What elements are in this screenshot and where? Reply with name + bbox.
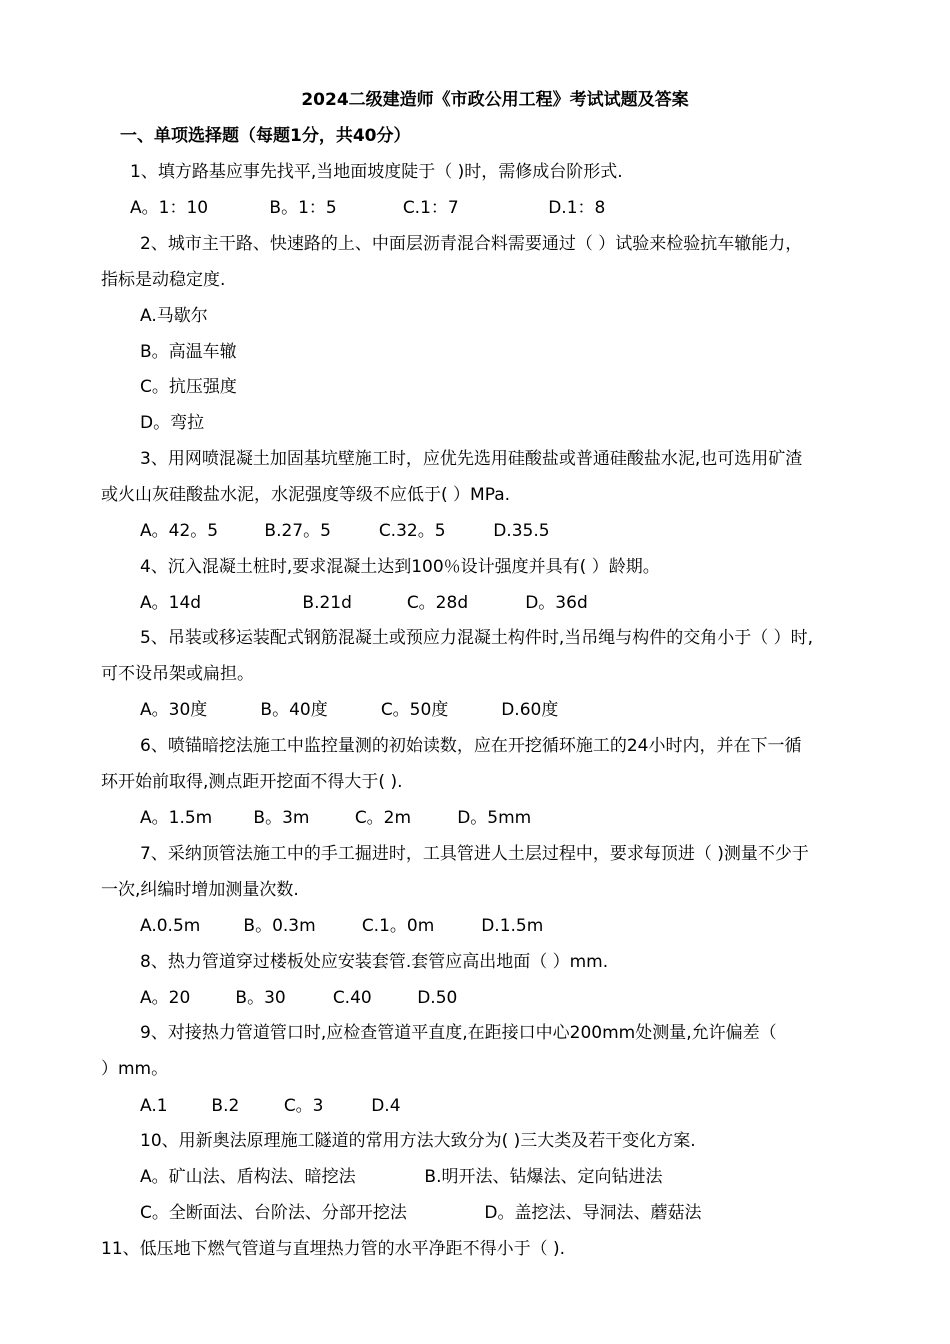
q1-option-d: D.1：8 [548,198,606,218]
question-8-options [140,986,457,1010]
q1-option-c: C.1：7 [402,198,459,218]
q6-option-b: B。3m [253,808,310,828]
q2-option-c: C。抗压强度 [140,377,237,397]
q9-option-b: B.2 [211,1096,240,1116]
question-8-stem: 8、热力管道穿过楼板处应安装套管.套管应高出地面（ ）mm. [140,952,609,972]
question-10-stem: 10、用新奥法原理施工隧道的常用方法大致分为( )三大类及若干变化方案. [140,1131,696,1151]
q8-option-a: A。20 [140,988,191,1008]
q3-option-d: D.35.5 [493,521,550,541]
q2-option-a: A.马歇尔 [140,306,208,326]
question-3-options [140,519,550,543]
q9-option-c: C。3 [283,1096,324,1116]
question-3-stem-line2: 或火山灰硅酸盐水泥，水泥强度等级不应低于( ）MPa. [101,485,511,505]
q1-option-a: A。1：10 [130,198,209,218]
q2-option-b: B。高温车辙 [140,342,237,362]
q5-option-c: C。50度 [380,700,449,720]
q3-option-b: B.27。5 [264,521,331,541]
q6-option-c: C。2m [354,808,412,828]
question-6-stem-line1: 6、喷锚暗挖法施工中监控量测的初始读数，应在开挖循环施工的24小时内，并在下一循 [140,736,802,756]
question-5-options [140,698,558,722]
q4-option-a: A。14d [140,593,202,613]
question-1-stem: 1、填方路基应事先找平,当地面坡度陡于（ )时，需修成台阶形式. [130,162,623,182]
question-5-stem-line2: 可不设吊架或扁担。 [101,664,254,684]
q10-option-a: A。矿山法、盾构法、暗挖法 [140,1167,356,1187]
question-1-options [130,196,605,220]
q5-option-d: D.60度 [501,700,559,720]
q2-option-d: D。弯拉 [140,413,205,433]
q9-option-a: A.1 [140,1096,168,1116]
q10-option-b: B.明开法、钻爆法、定向钻进法 [424,1167,663,1187]
q8-option-c: C.40 [332,988,372,1008]
q10-option-c: C。全断面法、台阶法、分部开挖法 [140,1203,407,1223]
q4-option-b: B.21d [302,593,352,613]
question-7-stem-line2: 一次,纠编时增加测量次数. [101,880,299,900]
question-11-stem: 11、低压地下燃气管道与直埋热力管的水平净距不得小于（ ). [101,1239,566,1259]
q7-option-c: C.1。0m [361,916,435,936]
question-9-options [140,1094,401,1118]
q7-option-b: B。0.3m [243,916,316,936]
q5-option-b: B。40度 [260,700,328,720]
q6-option-a: A。1.5m [140,808,213,828]
document-title: 2024二级建造师《市政公用工程》考试试题及答案 [301,90,689,110]
question-9-stem-line1: 9、对接热力管道管口时,应检查管道平直度,在距接口中心200mm处测量,允许偏差（ [140,1023,777,1043]
q8-option-b: B。30 [235,988,286,1008]
q1-option-b: B。1：5 [269,198,337,218]
q9-option-d: D.4 [371,1096,401,1116]
question-4-stem: 4、沉入混凝土桩时,要求混凝土达到100％设计强度并具有( ）龄期。 [140,557,660,577]
question-6-stem-line2: 环开始前取得,测点距开挖面不得大于( ). [101,772,403,792]
question-9-stem-line2: ）mm。 [101,1059,169,1079]
question-10-options-row1 [140,1165,662,1189]
question-5-stem-line1: 5、吊装或移运装配式钢筋混凝土或预应力混凝土构件时,当吊绳与构件的交角小于（ ）时, [140,628,814,648]
q7-option-a: A.0.5m [140,916,201,936]
question-2-stem-line2: 指标是动稳定度. [101,270,226,290]
q3-option-c: C.32。5 [378,521,446,541]
q3-option-a: A。42。5 [140,521,219,541]
q5-option-a: A。30度 [140,700,208,720]
q4-option-d: D。36d [525,593,588,613]
question-10-options-row2 [140,1201,702,1225]
q6-option-d: D。5mm [457,808,532,828]
section-heading: 一、单项选择题（每题1分，共40分） [120,126,411,146]
q8-option-d: D.50 [417,988,458,1008]
question-7-stem-line1: 7、采纳顶管法施工中的手工掘进时，工具管进人土层过程中，要求每顶进（ )测量不少于 [140,844,809,864]
q10-option-d: D。盖挖法、导洞法、蘑菇法 [484,1203,702,1223]
question-2-stem-line1: 2、城市主干路、快速路的上、中面层沥青混合料需要通过（ ）试验来检验抗车辙能力， [140,234,803,254]
question-3-stem-line1: 3、用网喷混凝土加固基坑壁施工时，应优先选用硅酸盐或普通硅酸盐水泥,也可选用矿渣 [140,449,803,469]
question-7-options [140,914,543,938]
q4-option-c: C。28d [406,593,469,613]
question-4-options [140,591,588,615]
question-6-options [140,806,531,830]
q7-option-d: D.1.5m [481,916,544,936]
